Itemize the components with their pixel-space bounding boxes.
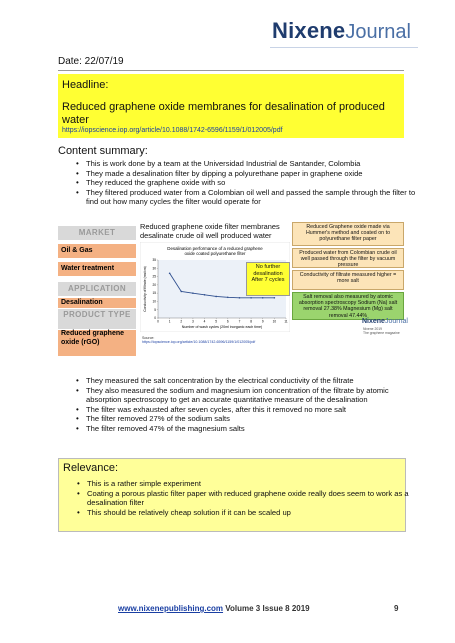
chart-x-axis-label: Number of wash cycles (20ml inorganic each time) [181,325,263,329]
list-item: • The filter removed 27% of the sodium salts [86,414,426,424]
chart-data-point [192,292,194,294]
chart-y-tick-label: 5 [154,307,156,312]
chart-data-point [180,291,182,293]
chart-y-tick-label: 10 [152,299,156,304]
list-item: • They reduced the graphene oxide with so [86,178,426,188]
list-item: • Coating a porous plastic filter paper with reduced graphene oxide really does seem to work as a desalination filter [87,489,413,508]
chart-data-point [274,297,276,299]
chart-x-tick-label: 7 [238,319,241,324]
application-item-desalination: Desalination [58,298,136,308]
article-date: Date: 22/07/19 [58,56,124,67]
footer-issue: Volume 3 Issue 8 2019 [223,604,310,613]
summary-list [72,159,426,207]
relevance-box [58,458,409,532]
product-item-rgo: Reduced graphene oxide (rGO) [58,330,136,356]
mini-logo-sub-1: Nixene 2019 [363,327,383,331]
chart-y-tick-label: 35 [152,258,156,263]
chart-x-tick-label: 9 [261,319,264,324]
list-item: • The filter was exhausted after seven cycles, after this it removed no more salt [86,405,426,415]
chart-y-tick-label: 0 [154,316,156,321]
note-salt-removal: Salt removal also measured by atomic absorption spectroscopy Sodium (Na) salt removal 27.38% Magnesium (Mg) salt removal 47.44% [292,292,404,320]
chart-y-tick-label: 20 [152,282,156,287]
note-conductivity: Conductivity of filtrate measured higher = more salt [292,270,404,290]
application-heading: APPLICATION [58,282,136,296]
chart-y-tick-label: 25 [152,274,156,279]
product-type-heading: PRODUCT TYPE [58,309,136,329]
chart-x-tick-label: 0 [157,319,159,324]
relevance-title: Relevance: [63,462,119,474]
chart-x-tick-label: 1 [168,319,171,324]
logo-underline [270,47,418,48]
page-footer [118,604,310,613]
figure-side-panel [58,222,136,346]
list-item: • This should be relatively cheap solution if it can be scaled up [87,508,413,518]
chart-data-point [215,296,217,298]
chart-y-tick-label: 30 [152,266,156,271]
chart-x-tick-label: 3 [192,319,194,324]
list-item: • This is a rather simple experiment [87,479,413,489]
chart-x-tick-label: 6 [226,319,229,324]
page-number: 9 [394,604,399,613]
journal-logo [272,18,432,48]
chart-y-axis-label: Conductivity of filtrate (ms/cm) [143,266,147,312]
mini-logo-part2: Journal [384,318,408,325]
mini-logo-sub-2: The graphene magazine [363,331,400,336]
note-produced-water: Produced water from Colombian crude oil well passed through the filter by vacuum pressure [292,248,404,268]
logo-brand-part1: Nixene [272,18,346,43]
note-rgo-method: Reduced Graphene oxide made via Hummer's method and coated on to polyurethane filter paper [292,222,404,246]
list-item: • The filter removed 47% of the magnesium salts [86,424,426,434]
figure-mini-logo [362,318,408,325]
summary-list-2 [72,376,426,433]
headline-title: Reduced graphene oxide membranes for desalination of produced water [62,101,385,126]
date-divider [58,70,404,71]
market-item-water-treatment: Water treatment [58,262,136,276]
content-summary-title: Content summary: [58,145,148,157]
chart-x-tick-label: 5 [215,319,218,324]
chart-source-link[interactable]: https://iopscience.iop.org/article/10.1088/1742-6596/1159/1/012005/pdf [142,340,256,345]
headline-box [58,74,404,138]
chart-y-tick-label: 15 [152,291,156,296]
chart-source-label: Source: [142,336,155,340]
list-item: • They filtered produced water from a Colombian oil well and passed the sample through the filter to find out how many cycles the filter would operate for [86,188,426,207]
chart-x-tick-label: 10 [272,319,277,324]
chart-x-tick-label: 8 [250,319,252,324]
figure-title: Reduced graphene oxide filter membranes desalinate crude oil well produced water [140,222,280,240]
chart-data-point [250,297,252,299]
headline-label: Headline: [62,79,109,91]
list-item: • This is work done by a team at the Universidad Industrial de Santander, Colombia [86,159,426,169]
chart-x-tick-label: 2 [180,319,183,324]
list-item: • They also measured the sodium and magnesium ion concentration of the filtrate by atomic absorption spectroscopy to get an accurate quantitative measure of the desalination [86,386,426,405]
chart-data-point [169,272,171,274]
chart-data-point [239,297,241,299]
chart-data-point [262,297,264,299]
chart-data-point [227,296,229,298]
list-item: • They made a desalination filter by dipping a polyurethane paper in graphene oxide [86,169,426,179]
headline-link[interactable]: https://iopscience.iop.org/article/10.1088/1742-6596/1159/1/012005/pdf [62,127,283,134]
market-item-oil-gas: Oil & Gas [58,244,136,258]
chart-x-tick-label: 4 [203,319,206,324]
footer-website-link[interactable]: www.nixenepublishing.com [118,604,224,613]
chart-title-line: Desalination performance of a reduced graphene [167,246,263,251]
chart-source [142,336,255,345]
chart-x-tick-label: 11 [284,319,288,324]
market-heading: MARKET [58,226,136,240]
mini-logo-part1: Nixene [362,318,385,325]
chart-data-point [204,294,206,296]
chart-callout: No further desalination After 7 cycles [246,262,290,296]
figure-mini-logo-subtitle [363,327,400,335]
list-item: • They measured the salt concentration by the electrical conductivity of the filtrate [86,376,426,386]
relevance-list [73,479,413,517]
chart-title-line: oxide coated polyurethane filter [184,251,246,256]
logo-brand-part2: Journal [345,21,411,43]
